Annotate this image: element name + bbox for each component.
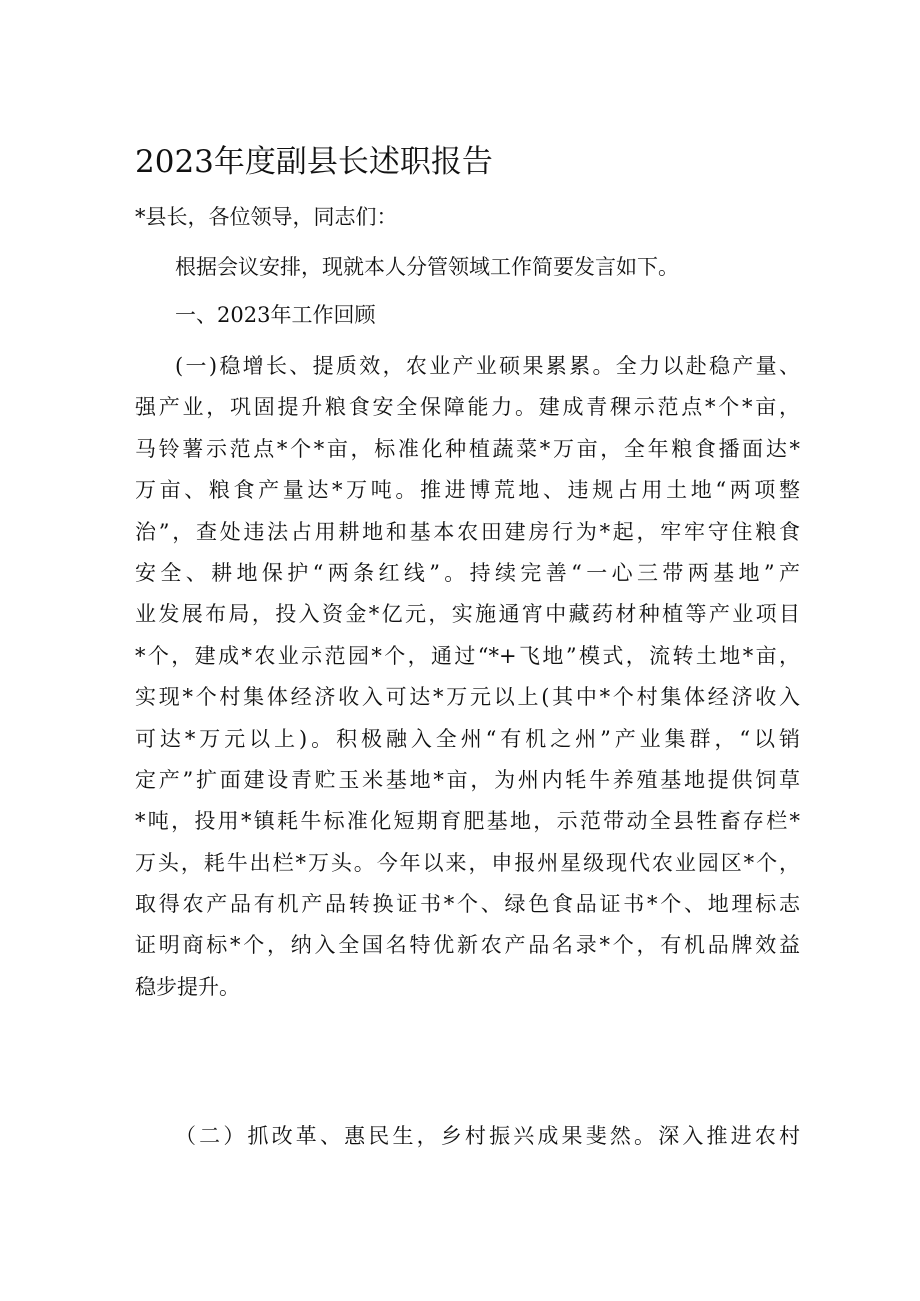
- intro-paragraph: 根据会议安排，现就本人分管领域工作简要发言如下。: [175, 255, 679, 279]
- paragraph-line: 业发展布局，投入资金*亿元，实施通宵中藏药材种植等产业项目: [135, 602, 800, 627]
- paragraph-line: 安全、耕地保护“两条红线”。持续完善“一心三带两基地”产: [135, 560, 800, 585]
- salutation: *县长，各位领导，同志们：: [135, 205, 398, 229]
- paragraph-line: 取得农产品有机产品转换证书*个、绿色食品证书*个、地理标志: [135, 892, 800, 917]
- paragraph-line: 定产”扩面建设青贮玉米基地*亩，为州内牦牛养殖基地提供饲草: [135, 767, 800, 792]
- paragraph-line: *吨，投用*镇耗牛标准化短期育肥基地，示范带动全县牲畜存栏*: [135, 809, 800, 834]
- paragraph-line: (一)稳增长、提质效，农业产业硕果累累。全力以赴稳产量、: [175, 354, 800, 378]
- paragraph-line: 马铃薯示范点*个*亩，标准化种植蔬菜*万亩，全年粮食播面达*: [135, 436, 800, 461]
- document-title: 2023年度副县长述职报告: [135, 144, 493, 180]
- section-heading: 一、2023年工作回顾: [175, 303, 376, 327]
- paragraph-line: 可达*万元以上)。积极融入全州“有机之州”产业集群，“以销: [135, 726, 800, 751]
- paragraph-line: 实现*个村集体经济收入可达*万元以上(其中*个村集体经济收入: [135, 685, 800, 710]
- paragraph-line: 证明商标*个，纳入全国名特优新农产品名录*个，有机品牌效益: [135, 933, 800, 958]
- paragraph-line: 强产业，巩固提升粮食安全保障能力。建成青稞示范点*个*亩，: [135, 395, 800, 420]
- paragraph-rural-revitalization: [135, 1116, 800, 1157]
- paragraph-line: 万头，耗牛出栏*万头。今年以来，申报州星级现代农业园区*个，: [135, 850, 800, 875]
- paragraph-line: 治”，查处违法占用耕地和基本农田建房行为*起，牢牢守住粮食: [135, 519, 800, 544]
- paragraph-agriculture: [135, 346, 800, 1008]
- paragraph-line: 万亩、粮食产量达*万吨。推进博荒地、违规占用土地“两项整: [135, 478, 800, 503]
- paragraph-line: *个，建成*农业示范园*个，通过“*+飞地”模式，流转土地*亩，: [135, 643, 800, 668]
- paragraph-line: 稳步提升。: [135, 974, 240, 999]
- paragraph-line: （二）抓改革、惠民生，乡村振兴成果斐然。深入推进农村: [175, 1124, 800, 1148]
